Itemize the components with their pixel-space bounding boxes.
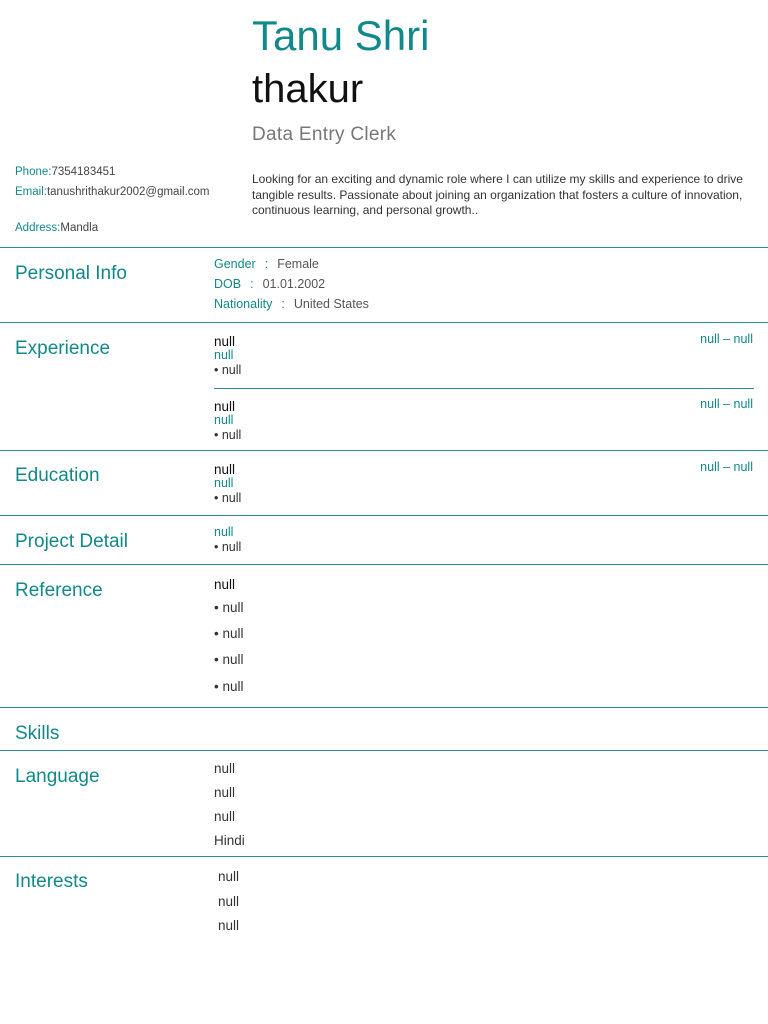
- section-divider: [0, 750, 768, 751]
- reference-name: null: [214, 577, 236, 592]
- experience-company: null: [214, 413, 234, 427]
- dob-key: DOB: [214, 277, 242, 291]
- skills-heading: Skills: [15, 723, 60, 744]
- gender-row: [214, 257, 319, 271]
- experience-dates: null – null: [700, 397, 753, 411]
- experience-item-divider: [214, 388, 754, 389]
- education-bullet: • null: [214, 491, 242, 505]
- reference-bullet: • null: [214, 600, 244, 615]
- nationality-key: Nationality: [214, 297, 273, 311]
- language-item: null: [214, 809, 236, 824]
- contact-email: [15, 185, 225, 200]
- address-label: Address:: [15, 222, 61, 234]
- experience-dates: null – null: [700, 332, 753, 346]
- interest-item: null: [218, 869, 240, 884]
- language-item: null: [214, 761, 236, 776]
- contact-phone: [15, 165, 225, 180]
- personal-info-heading: Personal Info: [15, 263, 127, 284]
- project-bullet: • null: [214, 540, 242, 554]
- language-heading: Language: [15, 766, 100, 787]
- experience-position: null: [214, 399, 236, 414]
- experience-heading: Experience: [15, 338, 111, 359]
- address-value: Mandla: [60, 222, 99, 234]
- interest-item: null: [218, 894, 240, 909]
- section-divider: [0, 564, 768, 565]
- section-divider: [0, 322, 768, 323]
- last-name: thakur: [252, 67, 364, 111]
- reference-bullet: • null: [214, 652, 244, 667]
- interest-item: null: [218, 918, 240, 933]
- section-divider: [0, 856, 768, 857]
- section-divider: [0, 707, 768, 708]
- education-school: null: [214, 476, 234, 490]
- job-title: Data Entry Clerk: [252, 124, 397, 145]
- experience-bullet: • null: [214, 363, 242, 377]
- reference-bullet: • null: [214, 626, 244, 641]
- project-detail-heading: Project Detail: [15, 531, 128, 552]
- dob-sep: :: [250, 277, 254, 291]
- nationality-row: [214, 297, 369, 311]
- dob-row: [214, 277, 325, 291]
- experience-position: null: [214, 334, 236, 349]
- nationality-value: United States: [293, 297, 369, 311]
- interests-heading: Interests: [15, 871, 88, 892]
- language-item: null: [214, 785, 236, 800]
- experience-bullet: • null: [214, 428, 242, 442]
- section-divider: [0, 450, 768, 451]
- phone-label: Phone:: [15, 166, 52, 178]
- language-item: Hindi: [214, 833, 245, 848]
- first-name: Tanu Shri: [252, 12, 430, 59]
- reference-bullet: • null: [214, 679, 244, 694]
- section-divider: [0, 515, 768, 516]
- education-heading: Education: [15, 465, 100, 486]
- section-divider: [0, 247, 768, 248]
- nationality-sep: :: [281, 297, 285, 311]
- contact-address: [15, 221, 225, 236]
- email-value[interactable]: tanushrithakur2002@gmail.com: [46, 186, 210, 198]
- education-dates: null – null: [700, 460, 753, 474]
- project-name: null: [214, 525, 234, 539]
- email-label: Email:: [15, 186, 47, 198]
- profile-summary: Looking for an exciting and dynamic role where I can utilize my skills and experience to drive tangible results. Passionate about joining an organization that fosters a culture of innovation, continuous learning, and personal growth..: [252, 172, 743, 217]
- gender-value: Female: [277, 257, 319, 271]
- reference-heading: Reference: [15, 580, 103, 601]
- experience-company: null: [214, 348, 234, 362]
- gender-sep: :: [264, 257, 269, 271]
- gender-key: Gender: [214, 257, 256, 271]
- dob-value: 01.01.2002: [262, 277, 326, 291]
- phone-value[interactable]: 7354183451: [51, 166, 116, 178]
- education-degree: null: [214, 462, 236, 477]
